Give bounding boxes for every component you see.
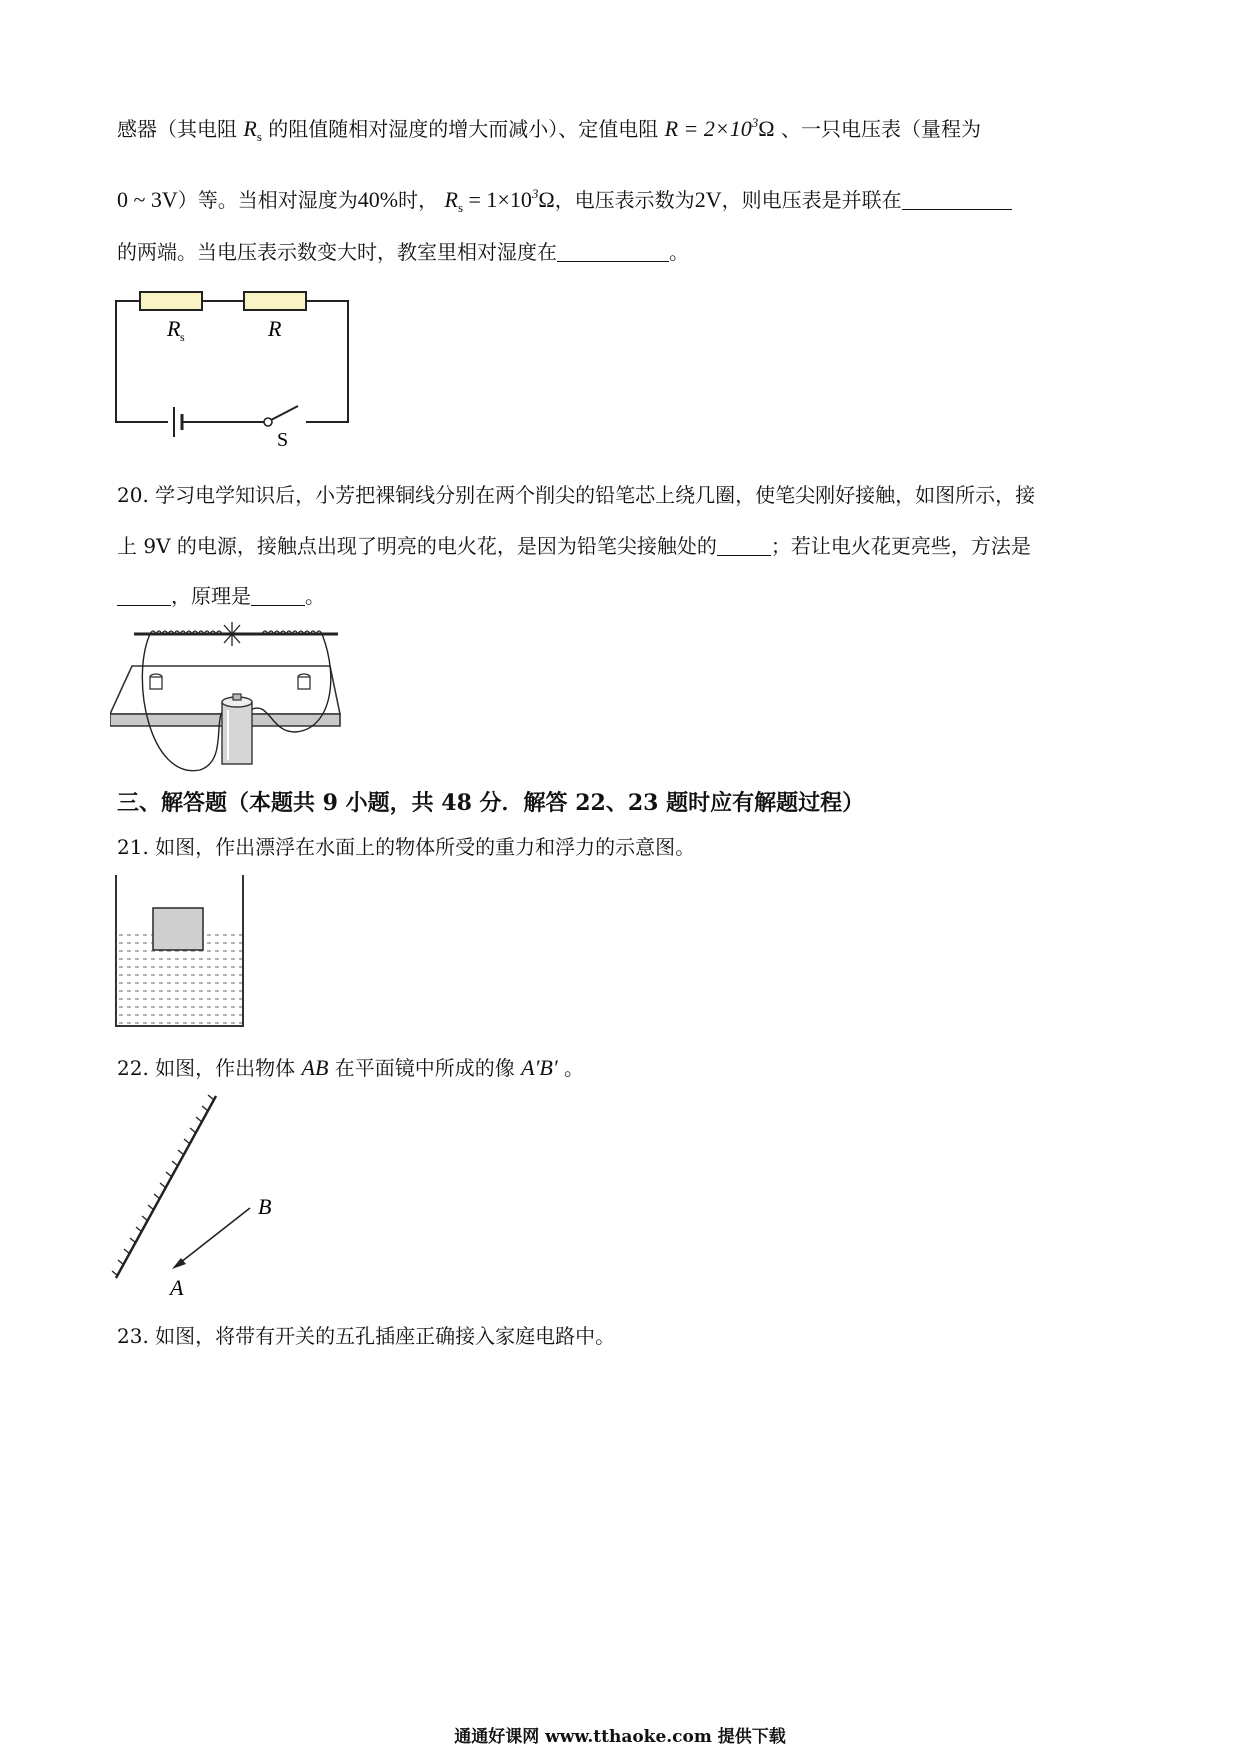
resistor-r	[244, 292, 306, 310]
object-ab	[176, 1208, 250, 1266]
q20-line-1: 20. 学习电学知识后，小芳把裸铜线分别在两个削尖的铅笔芯上绕几圈，使笔尖刚好接触，如图所示，接	[117, 483, 1036, 507]
rs-symbol-2: $R_s = 1\times 10^3\Omega$	[444, 186, 555, 215]
battery-icon	[222, 694, 252, 764]
switch-label: S	[277, 429, 289, 451]
peg-right-icon	[298, 674, 310, 689]
floating-block-figure	[110, 875, 250, 1031]
q20-line-3: ，原理是 。	[117, 583, 325, 609]
floating-block	[153, 908, 203, 950]
label-a: A	[170, 1275, 184, 1300]
rs-symbol: $R_s$	[243, 116, 262, 144]
rs-sub-label: s	[180, 330, 185, 344]
answer-blank-5[interactable]	[251, 587, 305, 606]
q19-line-1: 感器（其电阻 $R_s$ 的阻值随相对湿度的增大而减小）、定值电阻 $R = 2\times 10^3\Omega$ 、一只电压表（量程为	[117, 115, 981, 144]
answer-blank-3[interactable]	[717, 537, 771, 556]
answer-blank-4[interactable]	[117, 587, 171, 606]
rs-label: R	[167, 316, 181, 341]
pencil-spark-figure	[110, 620, 350, 780]
switch-blade	[271, 406, 298, 420]
q21-text: 21. 如图，作出漂浮在水面上的物体所受的重力和浮力的示意图。	[117, 835, 696, 859]
section-3-title: 三、解答题（本题共 9 小题，共 48 分．解答 22、23 题时应有解题过程）	[117, 790, 865, 816]
q23-text: 23. 如图，将带有开关的五孔插座正确接入家庭电路中。	[117, 1324, 616, 1348]
spark-icon	[220, 622, 244, 646]
label-b: B	[258, 1194, 272, 1219]
circuit-diagram	[110, 285, 360, 455]
q22-text: 22. 如图，作出物体 AB 在平面镜中所成的像 A′B′ 。	[117, 1055, 585, 1080]
q20-line-2: 上 9V 的电源，接触点出现了明亮的电火花，是因为铅笔尖接触处的 ；若让电火花更亮些，方法是	[117, 534, 1031, 558]
answer-blank-1[interactable]	[902, 191, 1012, 210]
r-value: $R = 2\times 10^3\Omega$	[664, 115, 775, 141]
r-label: R	[268, 316, 282, 341]
peg-left-icon	[150, 674, 162, 689]
resistor-rs	[140, 292, 202, 310]
footer: 通通好课网 www.tthaoke.com 提供下载	[454, 1727, 786, 1747]
q19-line-2: 0 ~ 3V）等。当相对湿度为40%时， $R_s = 1\times 10^3\Omega$，电压表示数为2V，则电压表是并联在	[117, 181, 1012, 221]
q19-line-3: 的两端。当电压表示数变大时，教室里相对湿度在 。	[117, 240, 689, 264]
answer-blank-2[interactable]	[557, 243, 669, 262]
mirror	[116, 1096, 216, 1278]
plane-mirror-figure	[108, 1090, 308, 1305]
